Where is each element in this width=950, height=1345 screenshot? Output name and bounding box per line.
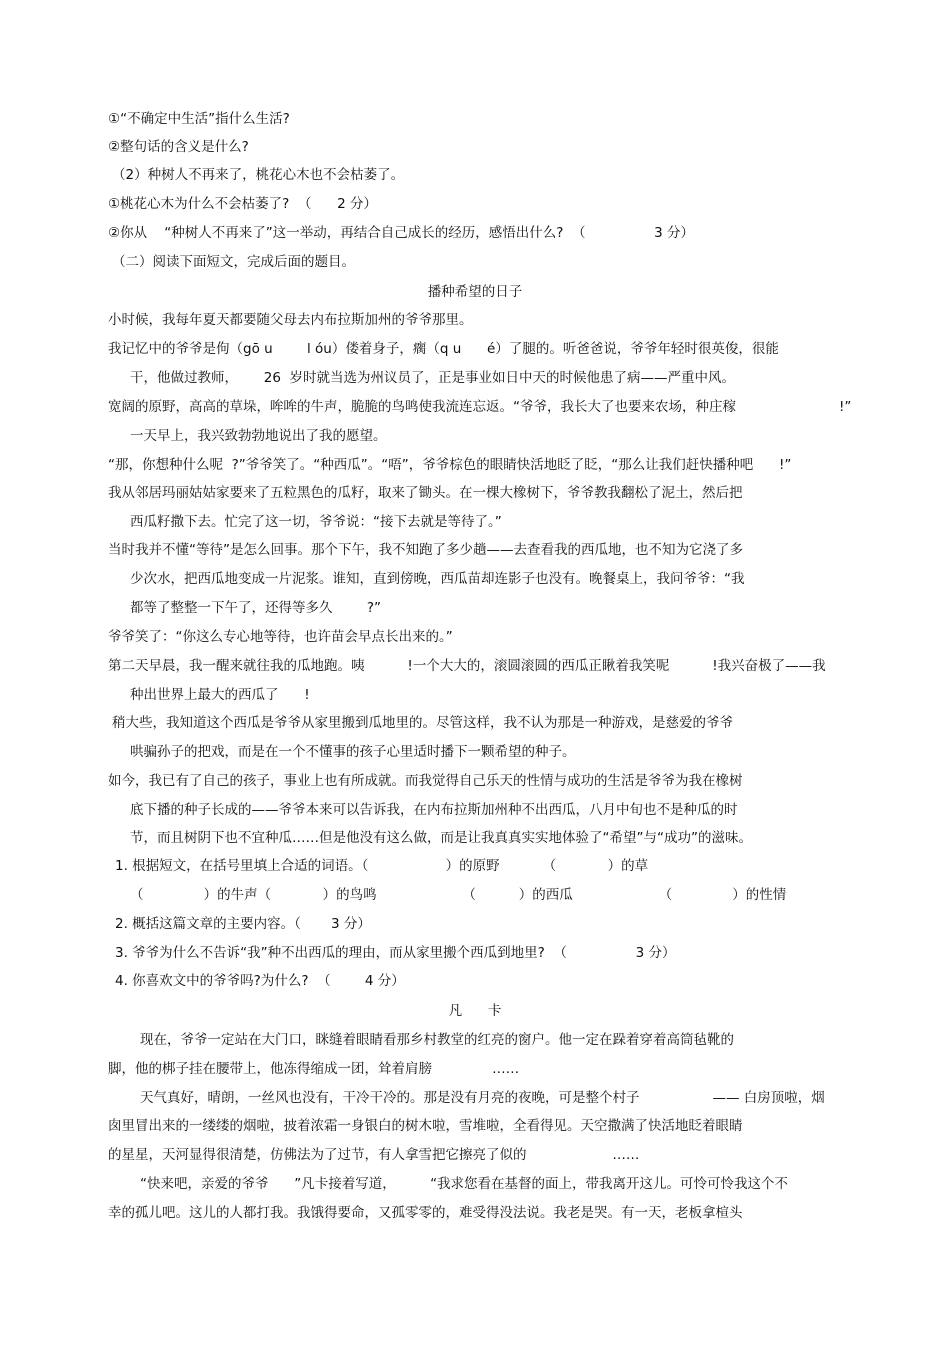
text-line: 幸的孤儿吧。这儿的人都打我。我饿得要命，又孤零零的，难受得没法说。我老是哭。有一天，老板拿楦头 [108, 1205, 743, 1221]
text-line: 一天早上，我兴致勃勃地说出了我的愿望。 [130, 428, 387, 444]
text-line: 当时我并不懂“等待”是怎么回事。那个下午，我不知跑了多少趟——去查看我的西瓜地，也不知为它浇了多 [108, 542, 743, 558]
text-line: 稍大些，我知道这个西瓜是爷爷从家里搬到瓜地里的。尽管这样，我不认为那是一种游戏，是慈爱的爷爷 [112, 715, 733, 731]
text-line: ①桃花心木为什么不会枯萎了? （ 2 分） [108, 196, 377, 212]
text-line: ②你从 “种树人不再来了”这一举动，再结合自己成长的经历，感悟出什么? （ 3 分） [108, 225, 695, 241]
text-line: 都等了整整一下午了，还得等多久 ?” [130, 600, 381, 616]
text-line: 小时候，我每年夏天都要随父母去内布拉斯加州的爷爷那里。 [108, 312, 473, 328]
question-1: 1. 根据短文，在括号里填上合适的词语。（ ）的原野 （ ）的草 [115, 858, 649, 874]
text-line: 哄骗孙子的把戏，而是在一个不懂事的孩子心里适时播下一颗希望的种子。 [130, 744, 576, 760]
question-1-blanks: （ ）的牛声（ ）的鸟鸣 （ ）的西瓜 （ ）的性情 [130, 887, 787, 903]
text-line: 囱里冒出来的一缕缕的烟啦，披着浓霜一身银白的树木啦，雪堆啦，全看得见。天空撒满了快活地眨着眼睛 [108, 1118, 743, 1134]
text-line: 如今，我已有了自己的孩子，事业上也有所成就。而我觉得自己乐天的性情与成功的生活是爷爷为我在橡树 [108, 773, 743, 789]
question-2: 2. 概括这篇文章的主要内容。（ 3 分） [115, 916, 371, 932]
text-line: 宽阔的原野，高高的草垛，哞哞的牛声，脆脆的鸟鸣使我流连忘返。“爷爷，我长大了也要来农场，种庄稼 !” [108, 399, 852, 415]
article-title: 播种希望的日子 [427, 284, 523, 300]
section-title: 凡 卡 [448, 1003, 502, 1019]
text-line: 我记忆中的爷爷是佝（gō u l óu）偻着身子，瘸（q u é）了腿的。听爸爸说，爷爷年轻时很英俊，很能 [108, 341, 779, 357]
text-line: 脚，他的梆子挂在腰带上，他冻得缩成一团，耸着肩膀 …… [108, 1061, 520, 1077]
text-line: “那，你想种什么呢 ?”爷爷笑了。“种西瓜”。“唔”，爷爷棕色的眼睛快活地眨了眨，“那么让我们赶快播种吧 !” [108, 457, 792, 473]
text-line: （2）种树人不再来了，桃花心木也不会枯萎了。 [112, 167, 405, 183]
text-line: （二）阅读下面短文，完成后面的题目。 [112, 254, 355, 270]
text-line: 的星星，天河显得很清楚，仿佛法为了过节，有人拿雪把它擦亮了似的 …… [108, 1147, 640, 1163]
text-line: 种出世界上最大的西瓜了 ! [130, 687, 310, 703]
text-line: 天气真好，晴朗，一丝风也没有，干冷干冷的。那是没有月亮的夜晚，可是整个村子 —— 白房顶啦，烟 [140, 1090, 825, 1106]
text-line: 我从邻居玛丽姑姑家要来了五粒黑色的瓜籽，取来了锄头。在一棵大橡树下，爷爷教我翻松了泥土，然后把 [108, 485, 743, 501]
text-line: 现在，爷爷一定站在大门口，眯缝着眼睛看那乡村教堂的红亮的窗户。他一定在跺着穿着高筒毡靴的 [140, 1032, 734, 1048]
text-line: ①“不确定中生活”指什么生活? [108, 111, 290, 127]
text-line: 爷爷笑了：“你这么专心地等待，也许苗会早点长出来的。” [108, 629, 453, 645]
text-line: 节，而且树阴下也不宜种瓜……但是他没有这么做，而是让我真真实实地体验了“希望”与“成功”的滋味。 [130, 830, 752, 846]
question-3: 3. 爷爷为什么不告诉“我”种不出西瓜的理由，而从家里搬个西瓜到地里? （ 3 分） [115, 945, 676, 961]
text-line: “快来吧，亲爱的爷爷 ”凡卡接着写道， “我求您看在基督的面上，带我离开这儿。可怜可怜我这个不 [140, 1176, 789, 1192]
text-line: 少次水，把西瓜地变成一片泥浆。谁知，直到傍晚，西瓜苗却连影子也没有。晚餐桌上，我问爷爷：“我 [130, 571, 745, 587]
question-4: 4. 你喜欢文中的爷爷吗?为什么? （ 4 分） [115, 973, 405, 989]
text-line: 西瓜籽撒下去。忙完了这一切，爷爷说：“接下去就是等待了。” [130, 514, 502, 530]
text-line: 底下播的种子长成的——爷爷本来可以告诉我，在内布拉斯加州种不出西瓜，八月中旬也不是种瓜的时 [130, 802, 738, 818]
text-line: 第二天早晨，我一醒来就往我的瓜地跑。咦 !一个大大的，滚圆滚圆的西瓜正瞅着我笑呢 !我兴奋极了——我 [108, 658, 826, 674]
text-line: 干，他做过教师， 26 岁时就当选为州议员了，正是事业如日中天的时候他患了病——严重中风。 [130, 370, 736, 386]
text-line: ②整句话的含义是什么? [108, 139, 249, 155]
